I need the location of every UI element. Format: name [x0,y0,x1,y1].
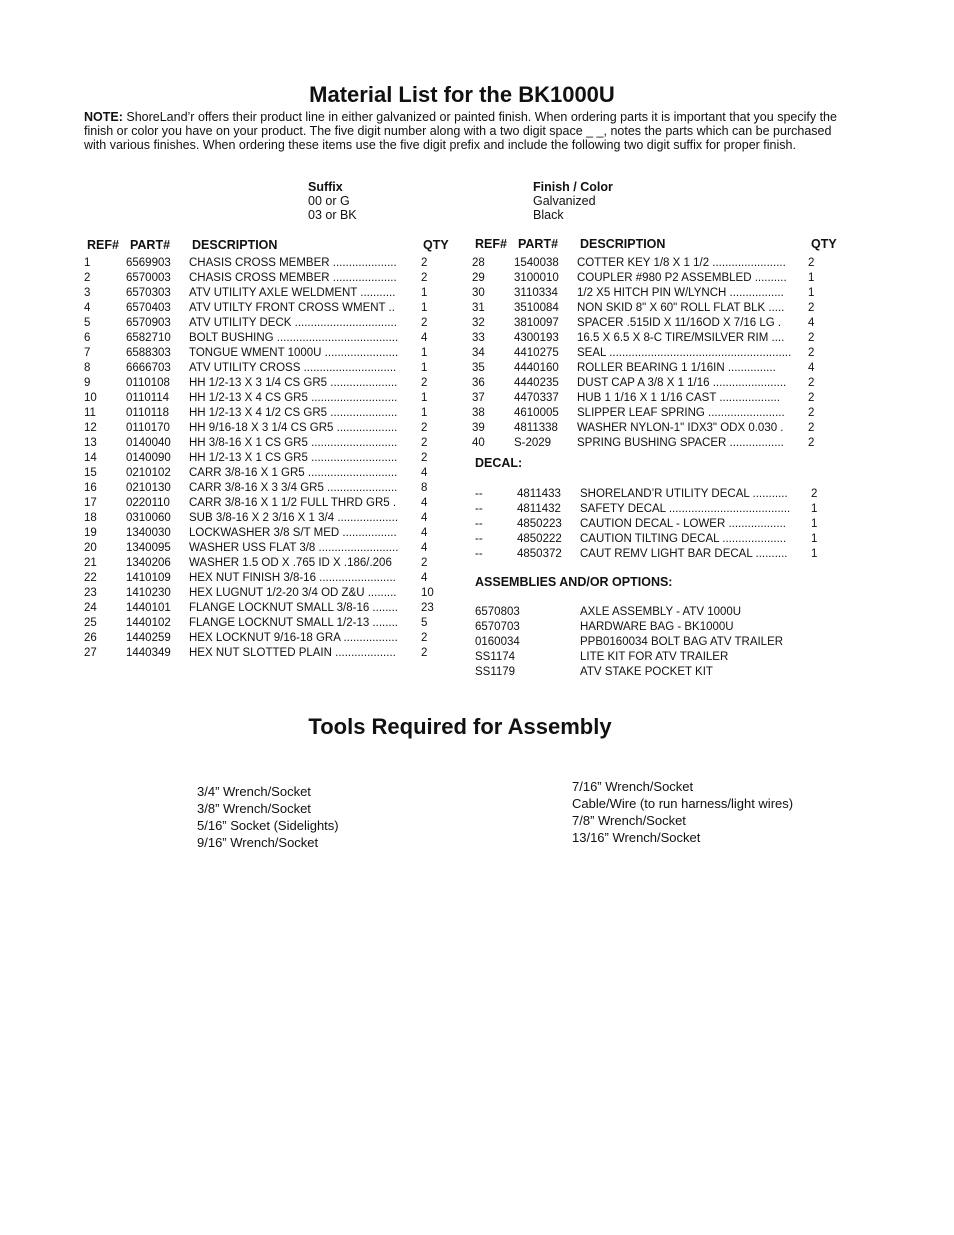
cell-ref: 32 [472,317,485,329]
cell-part: 4811433 [517,488,561,500]
cell-part: 1340206 [126,557,171,569]
cell-qty: 1 [421,362,428,374]
cell-ref: 12 [84,422,97,434]
cell-part: 0210102 [126,467,171,479]
cell-qty: 2 [421,272,428,284]
cell-qty: 2 [421,557,428,569]
cell-part: 4440235 [514,377,559,389]
cell-part: 6570903 [126,317,171,329]
table-row [0,346,954,361]
cell-part: 1440101 [126,602,171,614]
table-row [0,406,954,421]
cell-qty: 2 [421,377,428,389]
cell-ref: 15 [84,467,97,479]
cell-desc: CARR 3/8-16 X 1 GR5 ............................ [189,467,398,479]
cell-qty: 1 [808,272,815,284]
cell-desc: FLANGE LOCKNUT SMALL 3/8-16 ........ [189,602,398,614]
assemblies-header: ASSEMBLIES AND/OR OPTIONS: [475,575,673,589]
cell-ref: 17 [84,497,97,509]
cell-qty: 2 [421,632,428,644]
cell-part: 1340030 [126,527,171,539]
suffix-value: 00 or G [308,194,350,208]
table-row [0,635,954,650]
cell-qty: 2 [421,422,428,434]
finish-column [533,180,613,222]
cell-part: SS1174 [475,651,516,663]
cell-qty: 2 [808,302,815,314]
cell-part: 6570803 [475,606,520,618]
cell-ref: 5 [84,317,91,329]
cell-ref: -- [475,533,483,545]
right-header-desc: DESCRIPTION [580,237,666,251]
finish-value: Galvanized [533,194,596,208]
cell-qty: 2 [808,392,815,404]
tool-item: 5/16” Socket (Sidelights) [197,818,339,833]
cell-desc: LOCKWASHER 3/8 S/T MED ................. [189,527,397,539]
cell-part: 3110334 [514,287,558,299]
tools-title: Tools Required for Assembly [308,714,612,739]
cell-part: SS1179 [475,666,516,678]
cell-qty: 2 [811,488,818,500]
cell-qty: 8 [421,482,428,494]
note-paragraph [84,110,844,152]
page-title: Material List for the BK1000U [309,82,615,107]
cell-desc: ROLLER BEARING 1 1/16IN ............... [577,362,776,374]
cell-ref: 24 [84,602,97,614]
cell-desc: HH 9/16-18 X 3 1/4 CS GR5 ................... [189,422,398,434]
cell-desc: CHASIS CROSS MEMBER .................... [189,272,397,284]
cell-ref: 40 [472,437,485,449]
cell-desc: SEAL ......................................................... [577,347,792,359]
cell-part: 1410230 [126,587,171,599]
cell-part: 4811338 [514,422,558,434]
cell-part: 6666703 [126,362,171,374]
cell-qty: 2 [808,257,815,269]
cell-part: 3510084 [514,302,559,314]
cell-desc: 16.5 X 6.5 X 8-C TIRE/MSILVER RIM .... [577,332,785,344]
cell-desc: CAUTION TILTING DECAL .................... [580,533,787,545]
cell-part: 3100010 [514,272,559,284]
right-header-ref: REF# [475,237,507,251]
cell-part: 4610005 [514,407,559,419]
cell-ref: 11 [84,407,96,419]
cell-ref: 35 [472,362,485,374]
table-row [0,436,954,451]
cell-part: 1440349 [126,647,171,659]
cell-ref: 9 [84,377,91,389]
cell-ref: 6 [84,332,91,344]
cell-desc: COUPLER #980 P2 ASSEMBLED .......... [577,272,787,284]
cell-desc: SUB 3/8-16 X 2 3/16 X 1 3/4 ................... [189,512,399,524]
tool-item: Cable/Wire (to run harness/light wires) [572,796,794,811]
cell-qty: 2 [421,317,428,329]
table-row [0,547,954,562]
cell-part: 6588303 [126,347,171,359]
table-row [0,376,954,391]
cell-ref: 8 [84,362,91,374]
cell-desc: HEX NUT FINISH 3/8-16 ........................ [189,572,396,584]
tool-item: 7/16” Wrench/Socket [572,779,694,794]
cell-desc: WASHER USS FLAT 3/8 ......................... [189,542,399,554]
table-row [0,620,954,635]
table-row [0,665,954,680]
cell-desc: HEX LUGNUT 1/2-20 3/4 OD Z&U ......... [189,587,397,599]
cell-desc: SPACER .515ID X 11/16OD X 7/16 LG . [577,317,782,329]
cell-ref: 3 [84,287,91,299]
table-row [0,517,954,532]
cell-qty: 2 [421,452,428,464]
tool-item: 13/16” Wrench/Socket [572,830,701,845]
cell-qty: 23 [421,602,434,614]
cell-ref: -- [475,548,483,560]
cell-part: 0310060 [126,512,171,524]
left-header-ref: REF# [87,238,119,252]
cell-ref: 14 [84,452,97,464]
cell-part: 6570003 [126,272,171,284]
cell-part: 4410275 [514,347,559,359]
cell-qty: 5 [421,617,428,629]
cell-qty: 4 [421,467,428,479]
table-row [0,331,954,346]
table-row [0,286,954,301]
cell-qty: 2 [808,422,815,434]
cell-ref: 25 [84,617,97,629]
cell-desc: NON SKID 8" X 60" ROLL FLAT BLK ..... [577,302,785,314]
finish-header: Finish / Color [533,180,613,194]
cell-ref: 39 [472,422,485,434]
cell-desc: HH 3/8-16 X 1 CS GR5 ........................... [189,437,398,449]
cell-ref: 36 [472,377,485,389]
cell-desc: HH 1/2-13 X 3 1/4 CS GR5 ..................... [189,377,398,389]
cell-part: 6582710 [126,332,171,344]
cell-ref: 10 [84,392,97,404]
cell-qty: 1 [811,548,818,560]
cell-qty: 2 [421,257,428,269]
suffix-value: 03 or BK [308,208,357,222]
cell-qty: 4 [808,362,815,374]
cell-desc: COTTER KEY 1/8 X 1 1/2 ....................... [577,257,786,269]
cell-part: 0140040 [126,437,171,449]
table-row [0,361,954,376]
cell-desc: HUB 1 1/16 X 1 1/16 CAST ................... [577,392,781,404]
tools-left-list [197,783,339,851]
cell-desc: ATV UTILTY FRONT CROSS WMENT .. [189,302,395,314]
cell-ref: 16 [84,482,97,494]
cell-desc: HARDWARE BAG - BK1000U [580,621,734,633]
cell-desc: CARR 3/8-16 X 3 3/4 GR5 ...................... [189,482,398,494]
cell-qty: 2 [808,407,815,419]
cell-qty: 4 [421,527,428,539]
cell-desc: SHORELAND’R UTILITY DECAL ........... [580,488,788,500]
cell-ref: 29 [472,272,485,284]
cell-qty: 1 [811,503,818,515]
left-header-part: PART# [130,238,171,252]
note-label: NOTE: [84,110,123,124]
cell-desc: ATV STAKE POCKET KIT [580,666,713,678]
cell-ref: 4 [84,302,91,314]
cell-desc: SLIPPER LEAF SPRING ........................ [577,407,785,419]
cell-part: S-2029 [514,437,552,449]
tool-item: 9/16” Wrench/Socket [197,835,319,850]
cell-qty: 1 [811,533,818,545]
cell-qty: 2 [808,332,815,344]
cell-qty: 1 [421,302,428,314]
left-header-qty: QTY [423,238,449,252]
cell-part: 0110170 [126,422,170,434]
cell-desc: FLANGE LOCKNUT SMALL 1/2-13 ........ [189,617,398,629]
cell-ref: -- [475,488,483,500]
table-row [0,256,954,271]
cell-ref: 23 [84,587,97,599]
cell-part: 0110118 [126,407,170,419]
tool-item: 7/8” Wrench/Socket [572,813,686,828]
tool-item: 3/4” Wrench/Socket [197,784,311,799]
cell-part: 4300193 [514,332,559,344]
table-row [0,650,954,665]
cell-part: 4850223 [517,518,562,530]
cell-qty: 1 [808,287,815,299]
cell-ref: 31 [472,302,485,314]
cell-part: 0160034 [475,636,520,648]
cell-ref: 22 [84,572,97,584]
cell-desc: CARR 3/8-16 X 1 1/2 FULL THRD GR5 . [189,497,397,509]
right-header-qty: QTY [811,237,837,251]
cell-part: 0140090 [126,452,171,464]
cell-ref: 34 [472,347,485,359]
table-row [0,532,954,547]
table-row [0,316,954,331]
cell-part: 4850372 [517,548,562,560]
cell-desc: CAUT REMV LIGHT BAR DECAL .......... [580,548,788,560]
table-row [0,271,954,286]
decal-header: DECAL: [475,456,523,470]
cell-qty: 4 [421,332,428,344]
cell-ref: -- [475,503,483,515]
cell-qty: 2 [808,437,815,449]
cell-desc: 1/2 X5 HITCH PIN W/LYNCH ................. [577,287,784,299]
cell-qty: 4 [421,542,428,554]
cell-qty: 2 [808,347,815,359]
cell-desc: LITE KIT FOR ATV TRAILER [580,651,729,663]
cell-desc: SAFETY DECAL ...................................... [580,503,791,515]
cell-part: 1440259 [126,632,171,644]
cell-part: 1440102 [126,617,171,629]
cell-qty: 1 [421,392,428,404]
table-row [0,301,954,316]
cell-desc: HH 1/2-13 X 4 CS GR5 ........................... [189,392,398,404]
cell-desc: CAUTION DECAL - LOWER .................. [580,518,786,530]
cell-desc: AXLE ASSEMBLY - ATV 1000U [580,606,742,618]
cell-part: 0220110 [126,497,170,509]
cell-desc: PPB0160034 BOLT BAG ATV TRAILER [580,636,784,648]
left-header-desc: DESCRIPTION [192,238,278,252]
cell-desc: SPRING BUSHING SPACER ................. [577,437,784,449]
cell-ref: 33 [472,332,485,344]
cell-desc: BOLT BUSHING ...................................... [189,332,399,344]
suffix-header: Suffix [308,180,343,194]
cell-part: 1410109 [126,572,171,584]
cell-part: 0110108 [126,377,170,389]
cell-desc: HH 1/2-13 X 4 1/2 CS GR5 ..................... [189,407,398,419]
cell-part: 1340095 [126,542,171,554]
cell-qty: 1 [421,287,428,299]
cell-desc: CHASIS CROSS MEMBER .................... [189,257,397,269]
cell-desc: TONGUE WMENT 1000U ....................... [189,347,399,359]
cell-ref: 30 [472,287,485,299]
cell-qty: 1 [421,407,428,419]
cell-ref: 2 [84,272,91,284]
cell-ref: -- [475,518,483,530]
cell-ref: 7 [84,347,91,359]
cell-desc: ATV UTILITY AXLE WELDMENT ........... [189,287,396,299]
cell-qty: 2 [808,377,815,389]
cell-part: 0210130 [126,482,171,494]
note-text: ShoreLand’r offers their product line in either galvanized or painted finish. When ordering parts it is important that you specify the finish or color you have on your product. The five digit number along with a two digit space _ _, notes the parts which can be purchased with various finishes. When ordering these items use the five digit prefix and include the following two digit suffix for proper finish. [84,110,837,152]
cell-qty: 10 [421,587,434,599]
table-row [0,421,954,436]
cell-desc: HEX NUT SLOTTED PLAIN ................... [189,647,396,659]
cell-part: 0110114 [126,392,170,404]
cell-ref: 21 [84,557,97,569]
cell-part: 4440160 [514,362,559,374]
finish-value: Black [533,208,564,222]
tool-item: 3/8” Wrench/Socket [197,801,311,816]
cell-part: 6570403 [126,302,171,314]
cell-ref: 27 [84,647,97,659]
cell-desc: ATV UTILITY DECK ................................ [189,317,397,329]
cell-ref: 38 [472,407,485,419]
cell-ref: 13 [84,437,97,449]
cell-part: 4850222 [517,533,562,545]
right-header-part: PART# [518,237,559,251]
table-row [0,487,954,502]
cell-part: 1540038 [514,257,559,269]
cell-qty: 4 [421,572,428,584]
cell-desc: WASHER NYLON-1" IDX3" ODX 0.030 . [577,422,784,434]
cell-part: 4811432 [517,503,561,515]
tools-right-list [572,778,793,846]
cell-ref: 18 [84,512,97,524]
cell-desc: WASHER 1.5 OD X .765 ID X .186/.206 [189,557,392,569]
cell-ref: 26 [84,632,97,644]
table-row [0,502,954,517]
cell-desc: DUST CAP A 3/8 X 1 1/16 ....................... [577,377,787,389]
cell-part: 6570703 [475,621,520,633]
cell-desc: HEX LOCKNUT 9/16-18 GRA ................. [189,632,398,644]
cell-qty: 4 [421,497,428,509]
cell-ref: 1 [84,257,91,269]
cell-qty: 1 [421,347,428,359]
table-row [0,605,954,620]
cell-part: 4470337 [514,392,559,404]
cell-desc: ATV UTILITY CROSS ............................. [189,362,397,374]
cell-qty: 1 [811,518,818,530]
cell-part: 3810097 [514,317,559,329]
cell-qty: 2 [421,647,428,659]
cell-ref: 28 [472,257,485,269]
cell-desc: HH 1/2-13 X 1 CS GR5 ........................... [189,452,398,464]
cell-part: 6569903 [126,257,171,269]
table-row [0,391,954,406]
cell-ref: 19 [84,527,97,539]
cell-ref: 37 [472,392,485,404]
cell-part: 6570303 [126,287,171,299]
cell-ref: 20 [84,542,97,554]
suffix-column [308,180,357,222]
cell-qty: 2 [421,437,428,449]
cell-qty: 4 [421,512,428,524]
cell-qty: 4 [808,317,815,329]
